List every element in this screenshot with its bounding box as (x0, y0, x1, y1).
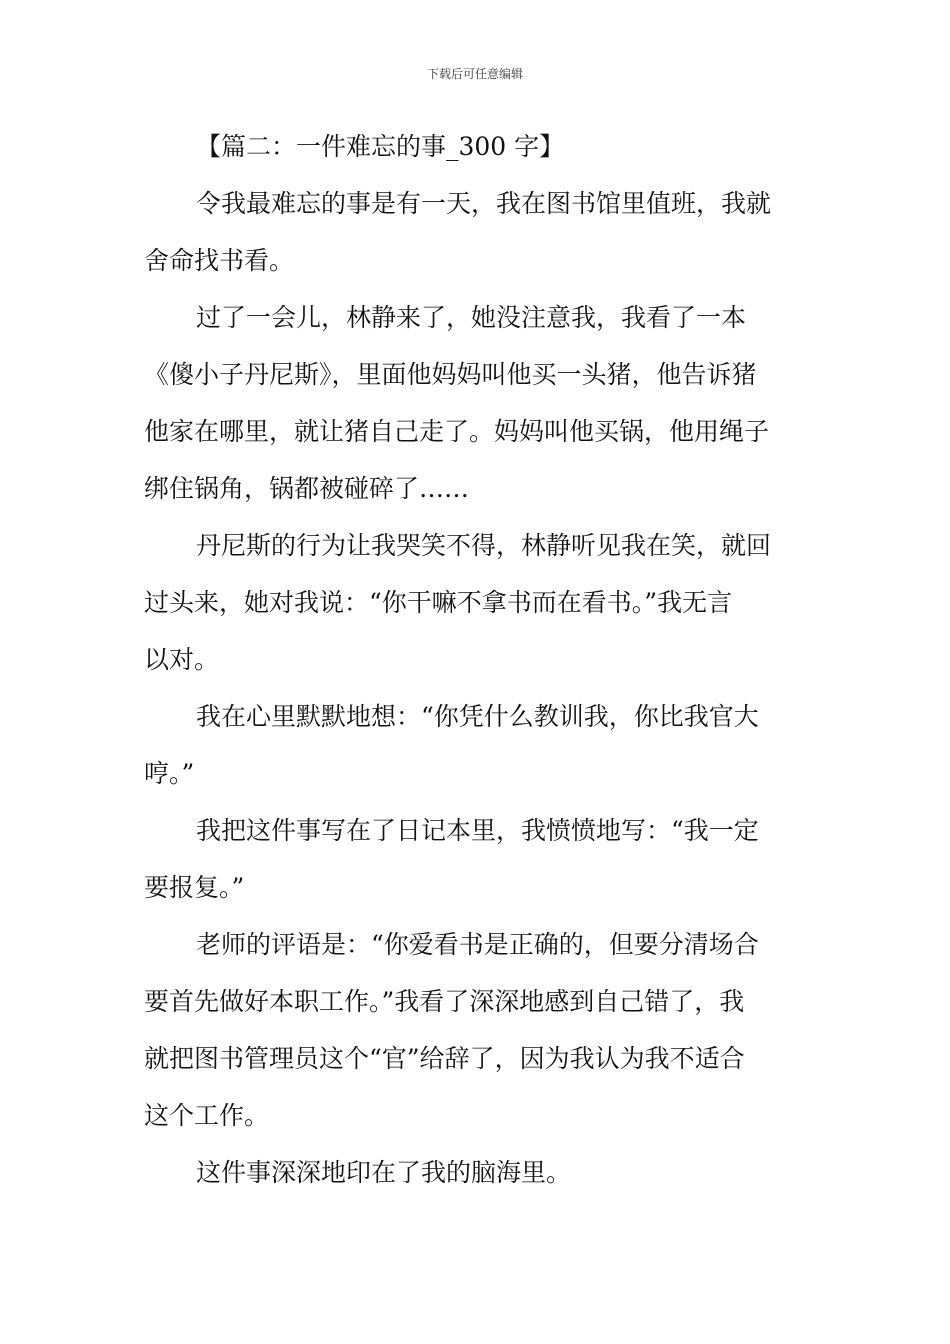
document-title: 【篇二：一件难忘的事_300 字】 (196, 132, 565, 161)
paragraph-3 (144, 517, 806, 688)
paragraph-2 (144, 289, 806, 517)
paragraph-line: 令我最难忘的事是有一天，我在图书馆里值班，我就 (196, 189, 772, 218)
paragraph-line: 就把图书管理员这个“官”给辞了，因为我认为我不适合 (144, 1044, 745, 1073)
paragraph-line: 要首先做好本职工作。”我看了深深地感到自己错了，我 (144, 987, 745, 1016)
paragraph-line: 过了一会儿，林静来了，她没注意我，我看了一本 (196, 303, 747, 332)
paragraph-line: 老师的评语是：“你爱看书是正确的，但要分清场合 (196, 930, 759, 959)
paragraph-6 (144, 916, 806, 1144)
paragraph-5 (144, 802, 806, 916)
paragraph-line: 舍命找书看。 (144, 246, 295, 275)
document-body (144, 118, 806, 1201)
paragraph-7 (144, 1144, 806, 1201)
paragraph-line: 他家在哪里，就让猪自己走了。妈妈叫他买锅，他用绳子 (144, 417, 770, 446)
paragraph-1 (144, 175, 806, 289)
paragraph-line: 我把这件事写在了日记本里，我愤愤地写：“我一定 (196, 816, 759, 845)
paragraph-line: 丹尼斯的行为让我哭笑不得，林静听见我在笑，就回 (196, 531, 772, 560)
paragraph-line: 哼。” (144, 759, 195, 788)
paragraph-line: 以对。 (144, 645, 220, 674)
paragraph-line: 这件事深深地印在了我的脑海里。 (196, 1158, 572, 1187)
paragraph-line: 绑住锅角，锅都被碰碎了…… (144, 474, 470, 503)
paragraph-line: 过头来，她对我说：“你干嘛不拿书而在看书。”我无言 (144, 588, 733, 617)
page-header: 下载后可任意编辑 (426, 67, 523, 81)
paragraph-line: 我在心里默默地想：“你凭什么教训我，你比我官大 (196, 702, 759, 731)
paragraph-4 (144, 688, 806, 802)
paragraph-line: 这个工作。 (144, 1101, 270, 1130)
paragraph-line: 要报复。” (144, 873, 245, 902)
paragraph-line: 《傻小子丹尼斯》，里面他妈妈叫他买一头猪，他告诉猪 (144, 360, 757, 389)
